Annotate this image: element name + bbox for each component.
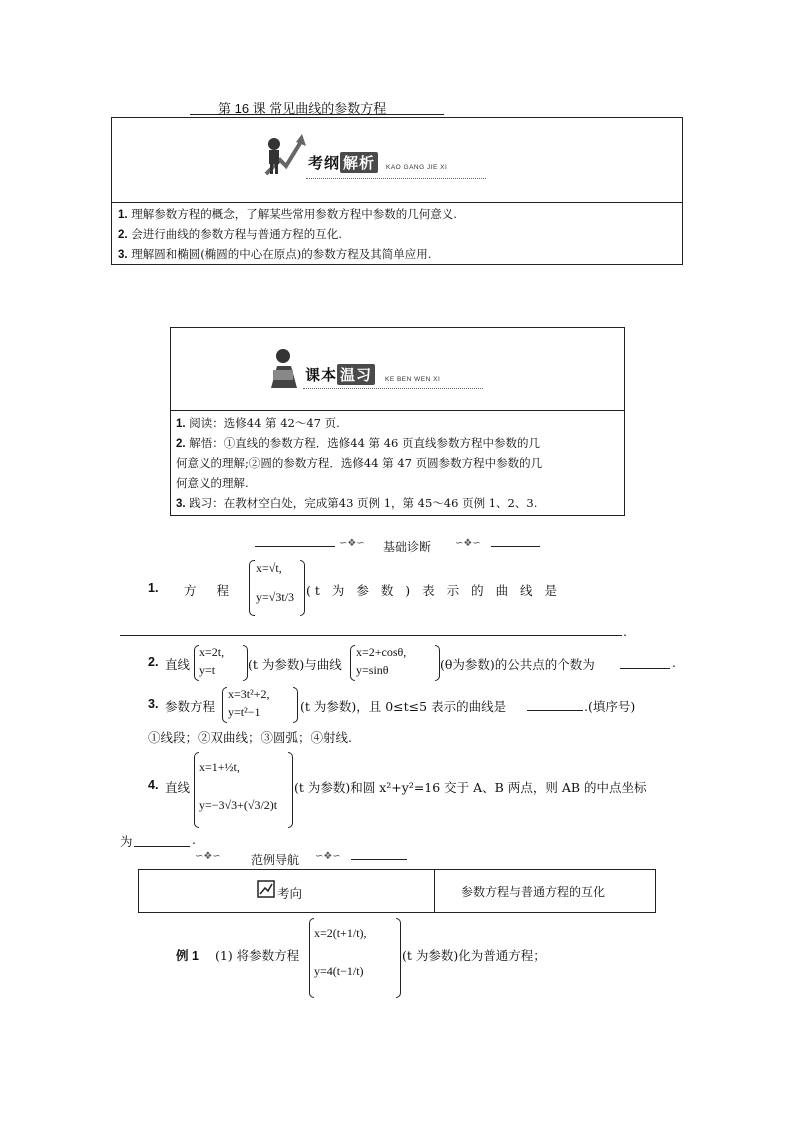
section-heading-examples — [195, 851, 407, 867]
kaoxiang-box — [138, 869, 656, 913]
kaoxiang-divider — [434, 870, 435, 912]
brace-left — [249, 560, 255, 616]
keben-header — [263, 348, 493, 398]
lesson-title: 第 16 课 常见曲线的参数方程 — [190, 98, 444, 114]
student-arrow-icon — [262, 130, 306, 178]
brace-left — [350, 645, 355, 681]
kaogang-item: 3. 理解圆和椭圆(椭圆的中心在原点)的参数方程及其简单应用. — [118, 247, 432, 261]
keben-badge — [305, 364, 375, 385]
q3-options: ①线段；②双曲线；③圆弧；④射线. — [148, 730, 352, 745]
kaogang-badge-plain: 考纲 — [308, 154, 341, 172]
kaogang-pinyin: KAO GANG JIE XI — [386, 164, 448, 171]
brace-right — [396, 918, 401, 998]
keben-item: 3. 践习：在教材空白处，完成第43 页例 1，第 45～46 页例 1、2、3. — [176, 496, 538, 510]
ornament-right-icon: ∽❖∽ — [455, 538, 481, 549]
ornament-right-icon: ∽❖∽ — [315, 851, 341, 862]
reading-student-icon — [263, 348, 303, 390]
answer-blank[interactable] — [527, 710, 583, 711]
kaoxiang-label: 考向 — [277, 887, 303, 901]
keben-header-rule — [303, 388, 483, 389]
ornament-line-right — [351, 859, 407, 860]
keben-item: 1. 阅读：选修44 第 42～47 页. — [176, 416, 340, 430]
title-underline — [190, 114, 444, 115]
keben-divider — [171, 410, 624, 411]
keben-item: 何意义的理解;②圆的参数方程．选修44 第 47 页圆参数方程中参数的几 — [176, 456, 543, 470]
period: . — [623, 624, 627, 639]
kaoxiang-topic: 参数方程与普通方程的互化 — [461, 885, 606, 899]
brace-left — [222, 687, 227, 723]
answer-blank[interactable] — [120, 635, 622, 636]
answer-blank[interactable] — [620, 668, 670, 669]
trend-chart-icon — [257, 880, 275, 898]
kaogang-box — [111, 117, 683, 265]
keben-badge-plain: 课本 — [305, 366, 338, 384]
kaogang-item: 1. 理解参数方程的概念，了解某些常用参数方程中参数的几何意义. — [118, 207, 457, 221]
keben-box — [170, 327, 625, 516]
section-title: 范例导航 — [251, 853, 300, 867]
kaogang-item: 2. 会进行曲线的参数方程与普通方程的互化. — [118, 227, 342, 241]
kaogang-badge — [308, 152, 378, 173]
ornament-left-icon: ∽❖∽ — [339, 538, 365, 549]
kaogang-header-rule — [306, 178, 486, 179]
ornament-left-icon: ∽❖∽ — [195, 851, 221, 862]
brace-right — [300, 560, 305, 616]
keben-item: 何意义的理解. — [176, 476, 249, 490]
answer-blank[interactable] — [134, 846, 190, 847]
section-title: 基础诊断 — [383, 540, 432, 554]
keben-item: 2. 解悟：①直线的参数方程．选修44 第 46 页直线参数方程中参数的几 — [176, 436, 540, 450]
kaogang-divider — [112, 202, 682, 203]
section-heading-basic — [255, 538, 540, 554]
kaogang-badge-highlight: 解析 — [340, 152, 378, 173]
ornament-line-right — [491, 546, 540, 547]
brace-right — [293, 687, 298, 723]
kaogang-header — [262, 130, 492, 180]
keben-badge-highlight: 温习 — [337, 364, 375, 385]
brace-right — [288, 752, 293, 828]
keben-pinyin: KE BEN WEN XI — [385, 376, 441, 383]
ornament-line-left — [255, 546, 335, 547]
